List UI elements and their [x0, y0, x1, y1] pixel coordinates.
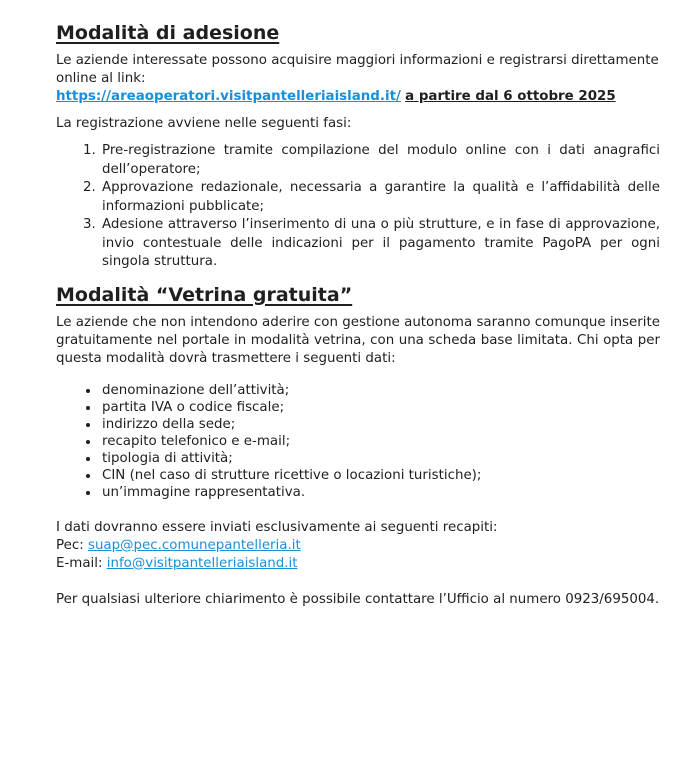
list-item: • un’immagine rappresentativa. [100, 484, 660, 501]
pec-label: Pec: [56, 537, 88, 553]
pec-email-link[interactable]: suap@pec.comunepantelleria.it [87, 537, 301, 553]
closing-paragraph: Per qualsiasi ulteriore chiarimento è possibile contattare l’Ufficio al numero 0923/695004. [56, 591, 660, 607]
intro-paragraph [56, 52, 660, 106]
list-item: • denominazione dell’attività; [100, 382, 660, 399]
intro-text: Le aziende interessate possono acquisire maggiori informazioni e registrarsi direttamente online al link: [56, 53, 659, 86]
list-item: • CIN (nel caso di strutture ricettive o locazioni turistiche); [100, 467, 660, 484]
step-item: 3. Adesione attraverso l’inserimento di una o più strutture, e in fase di approvazione, invio contestuale delle indicazioni per il pagamento tramite PagoPA per ogni singola struttura. [100, 216, 660, 272]
step-item: 1. Pre-registrazione tramite compilazione del modulo online con i dati anagrafici dell’operatore; [100, 142, 660, 179]
start-date-text: a partire dal 6 ottobre 2025 [405, 89, 616, 104]
steps-intro: La registrazione avviene nelle seguenti fasi: [56, 116, 352, 131]
email-label: E-mail: [56, 555, 107, 571]
vetrina-intro: Le aziende che non intendono aderire con gestione autonoma saranno comunque inserite gratuitamente nel portale in modalità vetrina, con una scheda base limitata. Chi opta per questa modalità dovrà trasmettere i seguenti dati: [56, 314, 660, 366]
step-item: 2. Approvazione redazionale, necessaria a garantire la qualità e l’affidabilità delle informazioni pubblicate; [100, 179, 660, 216]
registration-link[interactable]: https://areaoperatori.visitpantelleriaisland.it/ [56, 89, 401, 104]
list-item: • recapito telefonico e e-mail; [100, 433, 660, 450]
list-item: • tipologia di attività; [100, 450, 660, 467]
email-link[interactable]: info@visitpantelleriaisland.it [106, 555, 298, 571]
list-item: • partita IVA o codice fiscale; [100, 399, 660, 416]
required-data-list [56, 382, 660, 501]
list-item: • indirizzo della sede; [100, 416, 660, 433]
section-heading-adesione: Modalità di adesione [56, 22, 280, 44]
contacts-intro: I dati dovranno essere inviati esclusivamente ai seguenti recapiti: [56, 519, 498, 535]
section-heading-vetrina: Modalità “Vetrina gratuita” [56, 283, 353, 306]
registration-steps-list [56, 142, 660, 272]
contacts-block [56, 519, 660, 573]
document-page [56, 20, 660, 609]
